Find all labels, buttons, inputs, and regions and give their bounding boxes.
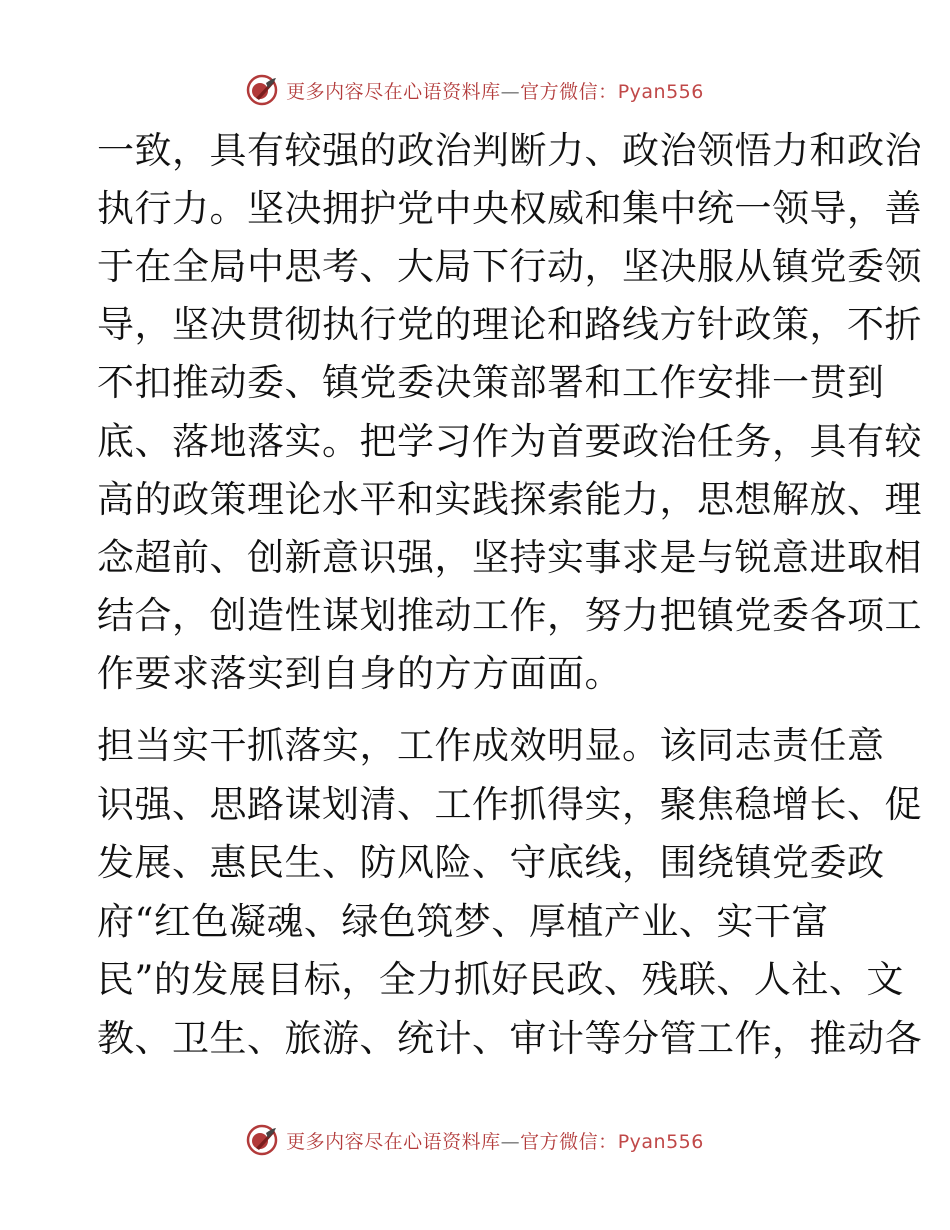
text-line: 作要求落实到自身的方方面面。 [97,652,622,695]
text-line: 不扣推动委、镇党委决策部署和工作安排一贯到 [97,361,885,404]
banner-wechat-label: 官方微信： [520,80,618,103]
text-line: 底、落地落实。把学习作为首要政治任务，具有较 [97,420,922,463]
text-line: 于在全局中思考、大局下行动，坚决服从镇党委领 [97,245,922,288]
banner-separator: — [500,80,521,103]
banner-site-name: 更多内容尽在心语资料库 [286,1130,501,1153]
text-line: 结合，创造性谋划推动工作，努力把镇党委各项工 [97,594,922,637]
footer-banner [0,1120,950,1160]
text-line: 执行力。坚决拥护党中央权威和集中统一领导，善 [97,187,922,230]
text-line: 教、卫生、旅游、统计、审计等分管工作，推动各 [97,1017,922,1060]
banner-wechat-label: 官方微信： [520,1130,618,1153]
header-banner [0,70,950,110]
text-line: 念超前、创新意识强，坚持实事求是与锐意进取相 [97,536,922,579]
text-line: 导，坚决贯彻执行党的理论和路线方针政策，不折 [97,303,922,346]
text-line: 担当实干抓落实，工作成效明显。该同志责任意 [97,724,885,767]
banner-text [286,1127,704,1154]
banner-wechat-id: Pyan556 [617,1130,704,1153]
text-line: 识强、思路谋划清、工作抓得实，聚焦稳增长、促 [97,783,922,826]
banner-text [286,77,704,104]
text-line: 一致，具有较强的政治判断力、政治领悟力和政治 [97,129,922,172]
quill-logo-icon [246,1124,278,1156]
text-line: 民”的发展目标，全力抓好民政、残联、人社、文 [97,958,904,1001]
banner-separator: — [500,1130,521,1153]
text-line: 府“红色凝魂、绿色筑梦、厚植产业、实干富 [97,900,829,943]
quill-logo-icon [246,74,278,106]
text-line: 高的政策理论水平和实践探索能力，思想解放、理 [97,478,922,521]
banner-site-name: 更多内容尽在心语资料库 [286,80,501,103]
text-line: 发展、惠民生、防风险、守底线，围绕镇党委政 [97,841,885,884]
banner-wechat-id: Pyan556 [617,80,704,103]
